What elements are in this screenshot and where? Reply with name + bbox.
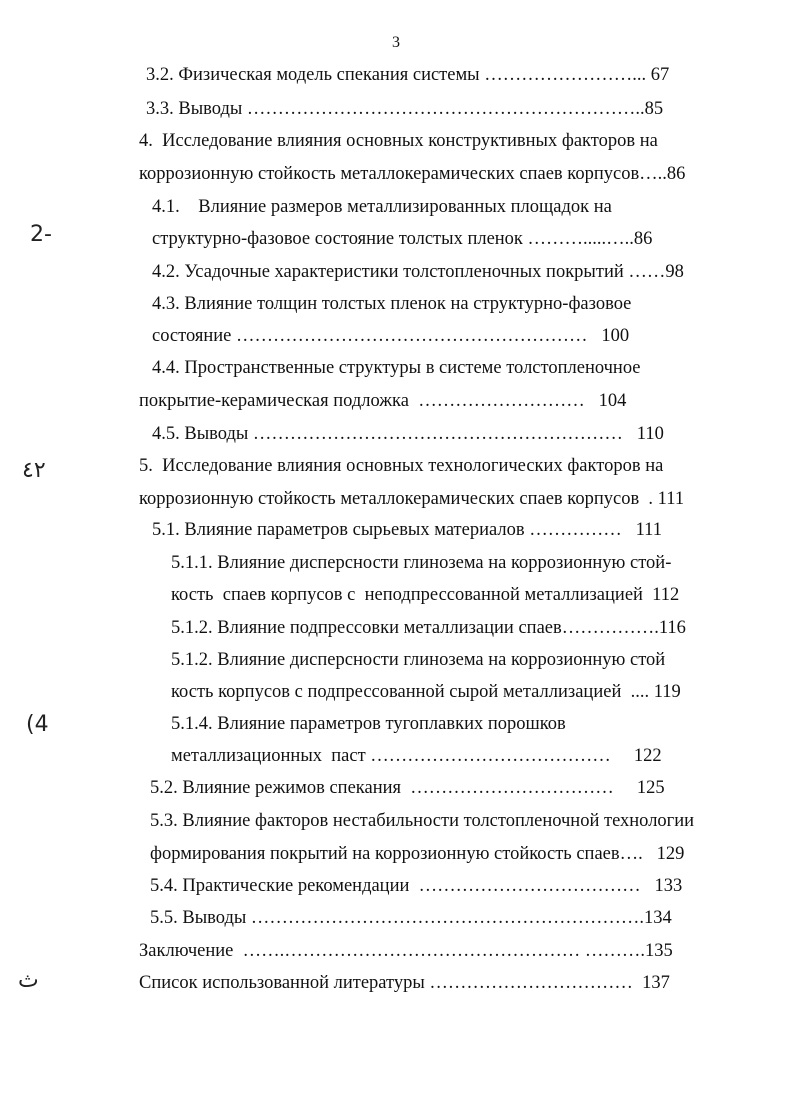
toc-entry-conclusion: Заключение …….………………………………………… ……….135 (139, 941, 673, 961)
toc-entry-5-1-2b: 5.1.2. Влияние дисперсности глинозема на коррозионную стой (171, 650, 666, 670)
toc-entry-5-5: 5.5. Выводы ……………………………………………………….134 (150, 908, 672, 928)
handwritten-margin-mark: (4 (26, 712, 49, 737)
handwritten-margin-mark: ث (18, 968, 39, 993)
toc-entry-3-2: 3.2. Физическая модель спекания системы ……………………... 67 (146, 65, 670, 85)
toc-entry-4-cont: коррозионную стойкость металлокерамических спаев корпусов…..86 (139, 164, 686, 184)
toc-entry-5-1-1: 5.1.1. Влияние дисперсности глинозема на коррозионную стой- (171, 553, 672, 573)
toc-entry-5-4: 5.4. Практические рекомендации ……………………………… 133 (150, 876, 683, 896)
handwritten-margin-mark: ٤٢ (22, 458, 46, 483)
toc-entry-4-3: 4.3. Влияние толщин толстых пленок на структурно-фазовое (152, 294, 632, 314)
toc-entry-5-3: 5.3. Влияние факторов нестабильности толстопленочной технологии (150, 811, 695, 831)
toc-entry-5: 5. Исследование влияния основных технологических факторов на (139, 456, 664, 476)
toc-entry-5-1: 5.1. Влияние параметров сырьевых материалов …………… 111 (152, 520, 662, 540)
toc-entry-4: 4. Исследование влияния основных конструктивных факторов на (139, 131, 658, 151)
toc-entry-5-1-2: 5.1.2. Влияние подпрессовки металлизации спаев…………….116 (171, 618, 686, 638)
toc-entry-4-1-cont: структурно-фазовое состояние толстых пленок ……….....…..86 (152, 229, 653, 249)
toc-entry-4-1: 4.1. Влияние размеров металлизированных площадок на (152, 197, 612, 217)
toc-entry-4-2: 4.2. Усадочные характеристики толстопленочных покрытий ……98 (152, 262, 684, 282)
toc-entry-4-4-cont: покрытие-керамическая подложка ……………………… 104 (139, 391, 627, 411)
toc-entry-3-3: 3.3. Выводы ………………………………………………………..85 (146, 99, 664, 119)
handwritten-margin-mark: 2- (30, 222, 52, 247)
toc-entry-4-5: 4.5. Выводы …………………………………………………… 110 (152, 424, 664, 444)
toc-entry-5-cont: коррозионную стойкость металлокерамических спаев корпусов . 111 (139, 489, 685, 509)
toc-entry-5-1-4-cont: металлизационных паст ………………………………… 122 (171, 746, 662, 766)
toc-entry-4-4: 4.4. Пространственные структуры в системе толстопленочное (152, 358, 641, 378)
toc-entry-4-3-cont: состояние ………………………………………………… 100 (152, 326, 630, 346)
toc-entry-5-3-cont: формирования покрытий на коррозионную стойкость спаев…. 129 (150, 844, 685, 864)
toc-entry-5-1-1-cont: кость спаев корпусов с неподпрессованной металлизацией 112 (171, 585, 680, 605)
toc-entry-references: Список использованной литературы …………………………… 137 (139, 973, 670, 993)
toc-entry-5-2: 5.2. Влияние режимов спекания …………………………… 125 (150, 778, 665, 798)
page-number: 3 (392, 34, 400, 51)
toc-entry-5-1-4: 5.1.4. Влияние параметров тугоплавких порошков (171, 714, 566, 734)
toc-entry-5-1-2b-cont: кость корпусов с подпрессованной сырой металлизацией .... 119 (171, 682, 681, 702)
